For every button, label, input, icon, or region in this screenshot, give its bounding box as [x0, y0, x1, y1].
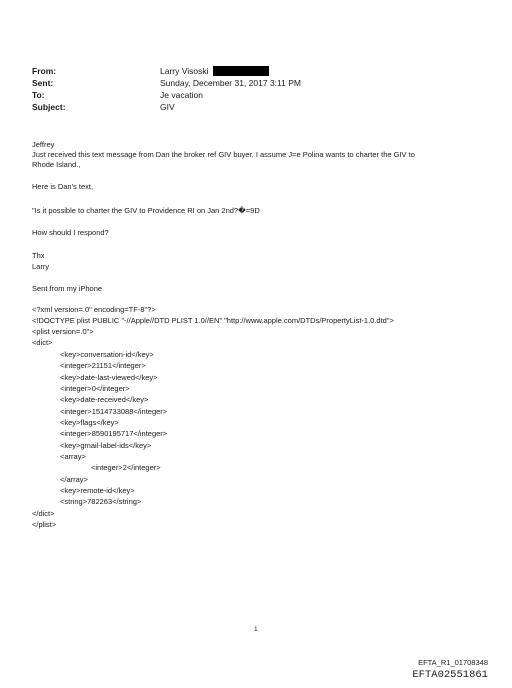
xml-line: <string>782263</string>	[60, 497, 142, 506]
quoted-text: "Is it possible to charter the GIV to Providence RI on Jan 2nd?�=9D	[32, 206, 260, 215]
greeting: Jeffrey	[32, 140, 55, 149]
document-id-small: EFTA_R1_01708348	[418, 658, 488, 667]
xml-line: <?xml version=.0" encoding=TF-8"?>	[32, 305, 156, 314]
subject-label: Subject:	[32, 102, 66, 112]
body-line: How should I respond?	[32, 228, 109, 237]
sent-label: Sent:	[32, 78, 54, 88]
xml-line: <integer>0</integer>	[60, 384, 130, 393]
xml-line: <key>conversation-id</key>	[60, 350, 154, 359]
subject-value: GIV	[160, 102, 175, 112]
xml-line: <!DOCTYPE plist PUBLIC "-//Apple//DTD PLIST 1.0//EN" "http://www.apple.com/DTDs/PropertyList-1.0.dtd">	[32, 316, 394, 325]
xml-line: <integer>21151</integer>	[60, 361, 146, 370]
signature-name: Larry	[32, 262, 50, 271]
to-value: Je vacation	[160, 90, 203, 100]
xml-line: <key>remote-id</key>	[60, 486, 135, 495]
xml-line: <integer>2</integer>	[91, 463, 161, 472]
xml-line: <key>gmail-label-ids</key>	[60, 441, 152, 450]
xml-line: <key>date-last-viewed</key>	[60, 373, 158, 382]
xml-line: </plist>	[32, 520, 57, 529]
xml-line: <key>flags</key>	[60, 418, 119, 427]
body-line: Rhode Island.,	[32, 160, 81, 169]
body-line: Here is Dan's text,	[32, 182, 94, 191]
xml-line: <plist version=.0">	[32, 327, 94, 336]
from-label: From:	[32, 66, 57, 76]
to-label: To:	[32, 90, 45, 100]
xml-line: </array>	[60, 475, 88, 484]
page-number: 1	[254, 626, 258, 633]
xml-line: <key>date-received</key>	[60, 395, 149, 404]
document-id-large: EFTA02551861	[412, 669, 488, 681]
from-name: Larry Visoski	[160, 66, 209, 76]
xml-line: <array>	[60, 452, 86, 461]
sent-from: Sent from my iPhone	[32, 284, 103, 293]
signoff: Thx	[32, 251, 45, 260]
xml-line: <integer>1514733088</integer>	[60, 407, 168, 416]
xml-line: <dict>	[32, 338, 53, 347]
xml-line: </dict>	[32, 509, 55, 518]
body-line: Just received this text message from Dan the broker ref GIV buyer, I assume J=e Polina wants to charter the GIV to	[32, 150, 415, 159]
from-value	[160, 66, 269, 76]
xml-line: <integer>8590195717</integer>	[60, 429, 168, 438]
sent-value: Sunday, December 31, 2017 3:11 PM	[160, 78, 301, 88]
redaction-block	[213, 66, 269, 76]
